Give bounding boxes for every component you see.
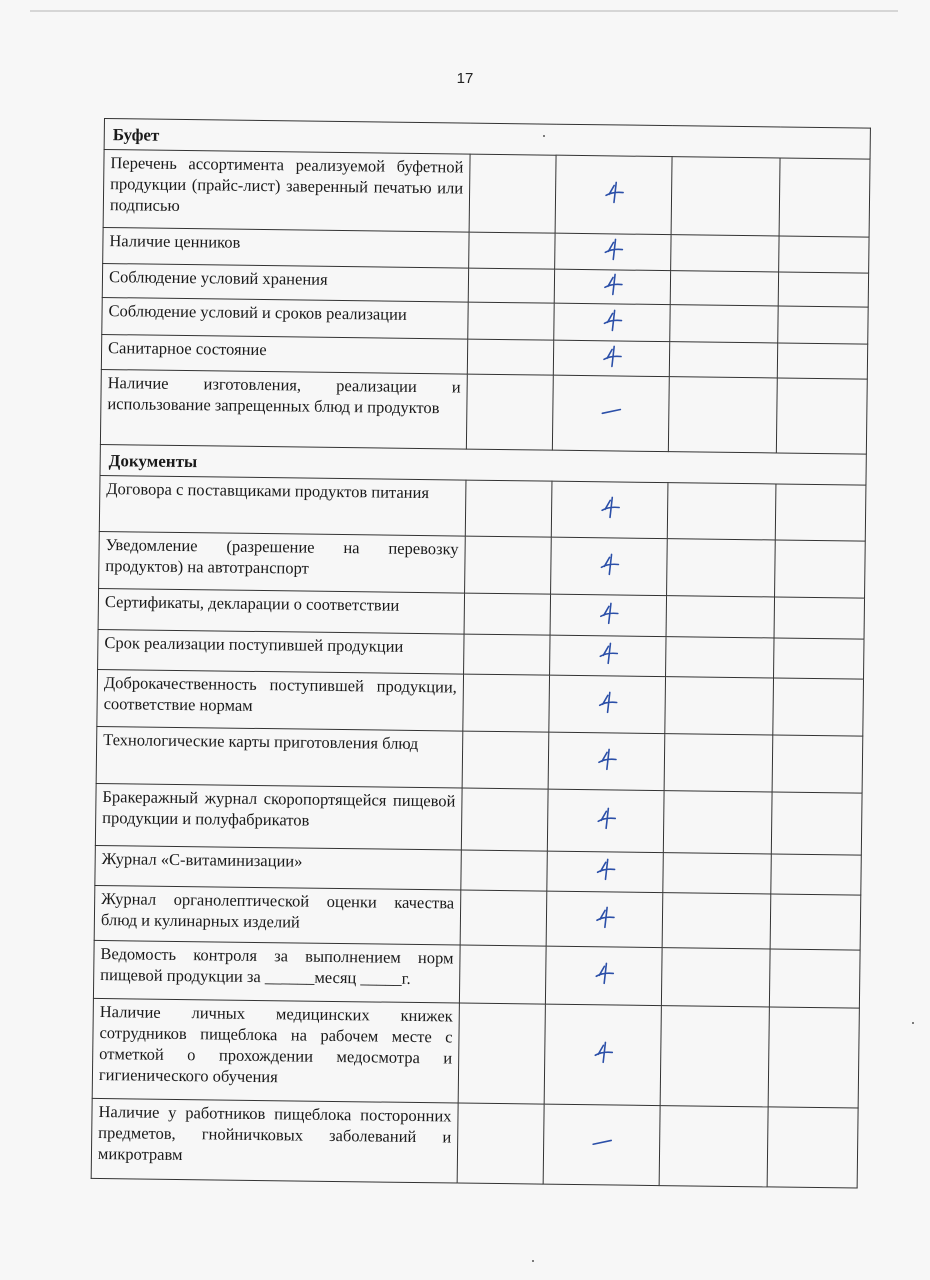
plus-mark-icon <box>601 272 623 296</box>
checklist-cell-col-4 <box>668 377 777 453</box>
requirement-text: Сертификаты, декларации о соответствии <box>98 588 464 634</box>
scan-edge-line <box>30 10 898 12</box>
checklist-cell-col-4 <box>666 637 774 678</box>
checklist-cell-col-5 <box>778 272 868 307</box>
table-row <box>99 475 866 541</box>
table-row <box>95 783 862 855</box>
checklist-cell-col-5 <box>769 949 860 1008</box>
checklist-cell-col-2 <box>468 302 554 340</box>
checklist-cell-col-5 <box>772 735 863 793</box>
checklist-cell-col-5 <box>774 597 865 639</box>
plus-mark-icon <box>602 180 624 204</box>
checklist-cell-col-5 <box>776 378 867 454</box>
checklist-cell-col-4 <box>669 342 777 378</box>
checklist-cell-col-2 <box>464 634 550 675</box>
checklist-cell-col-2 <box>458 1003 545 1104</box>
checklist-cell-col-3 <box>547 851 663 892</box>
scan-speck <box>912 1022 914 1024</box>
requirement-text: Договора с поставщиками продуктов питания <box>99 475 466 536</box>
requirement-text: Наличие изготовления, реализации и использование запрещенных блюд и продуктов <box>100 369 467 449</box>
checklist-cell-col-2 <box>457 1103 544 1184</box>
plus-mark-icon <box>595 747 617 771</box>
requirement-text: Наличие у работников пищеблока посторонних предметов, гнойничковых заболеваний и микротравм <box>91 1098 458 1183</box>
checklist-cell-col-5 <box>779 236 869 273</box>
plus-mark-icon <box>594 857 616 881</box>
table-row <box>94 885 861 950</box>
page-number: 17 <box>456 70 474 87</box>
checklist-cell-col-5 <box>774 638 865 679</box>
checklist-cell-col-3 <box>555 233 671 270</box>
checklist-cell-col-2 <box>465 536 552 594</box>
checklist-cell-col-5 <box>768 1007 859 1108</box>
checklist-body <box>91 119 870 1189</box>
checklist-cell-col-2 <box>469 154 556 233</box>
table-row <box>103 150 870 238</box>
requirement-text: Наличие ценников <box>103 227 469 268</box>
table-row <box>92 998 859 1108</box>
checklist-cell-col-5 <box>777 343 867 379</box>
checklist-cell-col-3 <box>552 375 669 451</box>
checklist-cell-col-4 <box>660 1006 769 1107</box>
checklist-cell-col-4 <box>670 271 778 306</box>
checklist-cell-col-4 <box>661 948 770 1007</box>
table-row <box>97 669 864 736</box>
checklist-cell-col-3 <box>549 675 666 733</box>
checklist-cell-col-4 <box>662 893 771 949</box>
checklist-cell-col-4 <box>667 483 776 540</box>
table-row <box>99 531 866 598</box>
checklist-cell-col-2 <box>465 480 552 537</box>
plus-mark-icon <box>601 308 623 332</box>
plus-mark-icon <box>600 344 622 368</box>
requirement-text: Ведомость контроля за выполнением норм пищевой продукции за ______месяц _____г. <box>93 940 460 1003</box>
requirement-text: Технологические карты приготовления блюд <box>96 726 463 788</box>
checklist-cell-col-3 <box>550 594 667 636</box>
checklist-cell-col-3 <box>555 155 672 234</box>
checklist-cell-col-3 <box>545 946 662 1005</box>
checklist-cell-col-4 <box>667 539 776 597</box>
checklist-cell-col-3 <box>554 269 670 304</box>
checklist-cell-col-5 <box>767 1107 858 1188</box>
checklist-cell-col-4 <box>663 791 772 854</box>
plus-mark-icon <box>598 495 620 519</box>
checklist-cell-col-4 <box>665 677 774 735</box>
requirement-text: Журнал «С-витаминизации» <box>95 845 461 890</box>
checklist-cell-col-2 <box>460 890 547 946</box>
requirement-text: Соблюдение условий хранения <box>102 263 468 302</box>
checklist-cell-col-2 <box>459 945 546 1004</box>
plus-mark-icon <box>597 601 619 625</box>
requirement-text: Срок реализации поступившей продукции <box>98 629 464 674</box>
checklist-cell-col-3 <box>547 789 664 852</box>
plus-mark-icon <box>593 961 615 985</box>
section-title: Документы <box>100 444 866 485</box>
checklist-cell-col-4 <box>671 157 780 236</box>
requirement-text: Перечень ассортимента реализуемой буфетной продукции (прайс-лист) заверенный печатью или подписью <box>103 150 470 233</box>
checklist-cell-col-4 <box>664 734 773 792</box>
plus-mark-icon <box>597 641 619 665</box>
checklist-cell-col-3 <box>544 1004 661 1105</box>
requirement-text: Доброкачественность поступившей продукции, соответствие нормам <box>97 669 464 731</box>
inspection-checklist-table <box>91 118 871 1189</box>
table-row <box>93 940 860 1008</box>
checklist-cell-col-2 <box>467 339 553 375</box>
checklist-cell-col-3 <box>546 891 663 947</box>
plus-mark-icon <box>598 552 620 576</box>
checklist-cell-col-3 <box>551 537 668 595</box>
checklist-cell-col-2 <box>464 593 551 635</box>
plus-mark-icon <box>596 690 618 714</box>
table-row <box>91 1098 858 1188</box>
checklist-cell-col-5 <box>771 854 862 895</box>
table-row <box>100 369 867 454</box>
requirement-text: Наличие личных медицинских книжек сотрудников пищеблока на рабочем месте с отметкой о прохождении медосмотра и гигиенического обучения <box>92 998 459 1103</box>
checklist-cell-col-2 <box>461 788 548 851</box>
scan-speck <box>543 135 545 137</box>
checklist-cell-col-5 <box>779 158 870 237</box>
checklist-cell-col-4 <box>670 305 778 343</box>
checklist-cell-col-5 <box>778 306 869 344</box>
scan-speck <box>532 1260 534 1262</box>
checklist-cell-col-4 <box>663 853 771 894</box>
checklist-cell-col-5 <box>775 540 866 598</box>
checklist-cell-col-5 <box>771 792 862 855</box>
requirement-text: Уведомление (разрешение на перевозку продуктов) на автотранспорт <box>99 531 466 593</box>
plus-mark-icon <box>595 806 617 830</box>
checklist-cell-col-2 <box>469 232 555 269</box>
checklist-cell-col-2 <box>462 731 549 789</box>
requirement-text: Соблюдение условий и сроков реализации <box>102 297 468 339</box>
dash-mark-icon <box>591 1130 613 1154</box>
checklist-cell-col-4 <box>666 596 775 638</box>
plus-mark-icon <box>593 905 615 929</box>
plus-mark-icon <box>592 1040 614 1064</box>
section-title: Буфет <box>104 119 870 160</box>
checklist-cell-col-4 <box>659 1106 768 1187</box>
plus-mark-icon <box>602 237 624 261</box>
checklist-cell-col-2 <box>468 268 554 303</box>
checklist-cell-col-3 <box>551 481 668 538</box>
checklist-cell-col-2 <box>463 674 550 732</box>
checklist-cell-col-3 <box>550 635 666 676</box>
table-row <box>96 726 863 793</box>
requirement-text: Санитарное состояние <box>101 334 467 374</box>
checklist-cell-col-3 <box>543 1104 660 1185</box>
checklist-cell-col-3 <box>554 303 670 341</box>
requirement-text: Журнал органолептической оценки качества блюд и кулинарных изделий <box>94 885 461 945</box>
checklist-cell-col-5 <box>775 484 866 541</box>
checklist-cell-col-2 <box>466 374 553 450</box>
checklist-cell-col-5 <box>773 678 864 736</box>
checklist-cell-col-2 <box>461 850 547 891</box>
checklist-cell-col-4 <box>671 235 779 272</box>
requirement-text: Бракеражный журнал скоропортящейся пищевой продукции и полуфабрикатов <box>95 783 462 850</box>
checklist-cell-col-5 <box>770 894 861 950</box>
checklist-cell-col-3 <box>553 340 669 376</box>
checklist-cell-col-3 <box>548 732 665 790</box>
dash-mark-icon <box>600 399 622 423</box>
